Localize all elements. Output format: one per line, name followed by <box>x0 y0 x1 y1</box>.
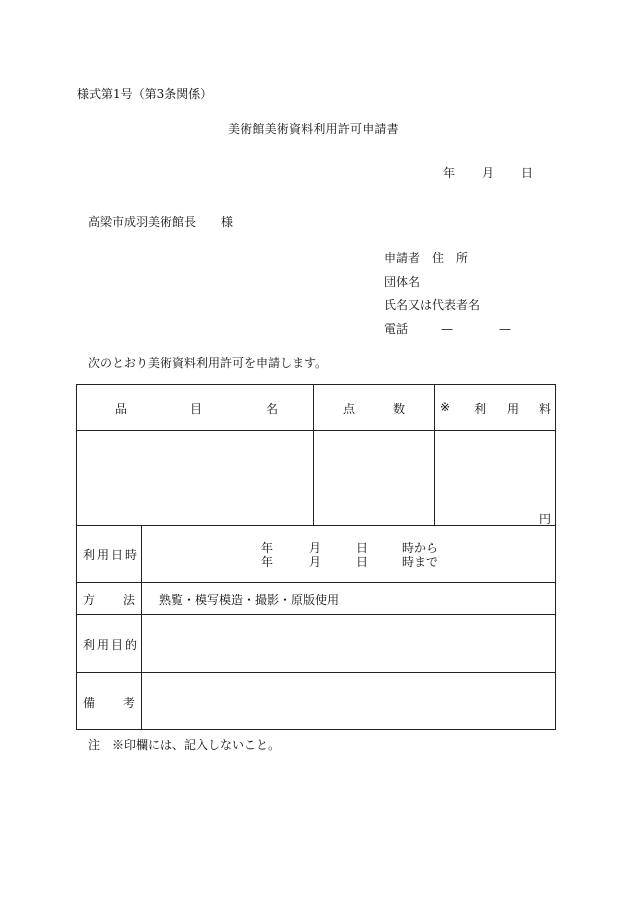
remarks-label-char: 備 <box>83 696 96 710</box>
header-item-char: 目 <box>190 402 203 416</box>
method-label-char: 方 <box>83 593 96 607</box>
footnote: 注 ※印欄には、記入しないこと。 <box>88 738 281 752</box>
remarks-label-char: 考 <box>123 696 136 710</box>
fee-unit: 円 <box>539 512 552 526</box>
addressee-suffix: 様 <box>221 215 234 229</box>
table-divider <box>77 430 555 431</box>
header-item-char: 品 <box>115 402 128 416</box>
name-label: 氏名又は代表者名 <box>384 298 481 312</box>
table-divider <box>77 582 555 583</box>
addressee-name: 高梁市成羽美術館長 <box>88 215 197 229</box>
date-year-label: 年 <box>443 166 456 180</box>
purpose-label: 利用目的 <box>83 638 140 652</box>
to-suffix: 時まで <box>402 555 439 569</box>
from-day: 日 <box>356 541 369 555</box>
table-divider <box>141 525 142 730</box>
table-divider <box>313 385 314 525</box>
from-month: 月 <box>309 541 322 555</box>
table-divider <box>434 385 435 525</box>
table-divider <box>77 525 555 526</box>
header-fee-char: 利 <box>474 402 487 416</box>
table-divider <box>77 614 555 615</box>
intro-text: 次のとおり美術資料利用許可を申請します。 <box>88 356 328 370</box>
header-fee-mark: ※ <box>440 400 451 414</box>
header-count-char: 点 <box>343 402 356 416</box>
form-id: 様式第1号（第3条関係） <box>77 87 213 101</box>
organization-label: 団体名 <box>384 274 421 289</box>
table-divider <box>77 672 555 673</box>
header-fee-char: 料 <box>539 402 552 416</box>
header-fee-char: 用 <box>507 402 520 416</box>
document-title: 美術館美術資料利用許可申請書 <box>228 122 399 136</box>
header-item-char: 名 <box>266 402 279 416</box>
applicant-block <box>384 247 511 341</box>
phone-separator: — <box>441 321 454 336</box>
header-count-char: 数 <box>393 402 406 416</box>
to-year: 年 <box>261 555 274 569</box>
address-label: 住 所 <box>432 251 469 265</box>
from-year: 年 <box>261 541 274 555</box>
usage-date-label: 利用日時 <box>83 548 140 562</box>
date-month-label: 月 <box>482 166 495 180</box>
applicant-label: 申請者 <box>384 251 421 265</box>
method-options: 熟覧・模写模造・撮影・原版使用 <box>159 593 340 607</box>
date-day-label: 日 <box>521 166 534 180</box>
method-label-char: 法 <box>123 593 136 607</box>
to-day: 日 <box>356 555 369 569</box>
phone-label: 電話 <box>384 321 409 336</box>
from-suffix: 時から <box>402 541 439 555</box>
date-line <box>443 164 533 181</box>
application-table <box>76 384 556 730</box>
to-month: 月 <box>309 555 322 569</box>
phone-separator: — <box>499 321 512 336</box>
